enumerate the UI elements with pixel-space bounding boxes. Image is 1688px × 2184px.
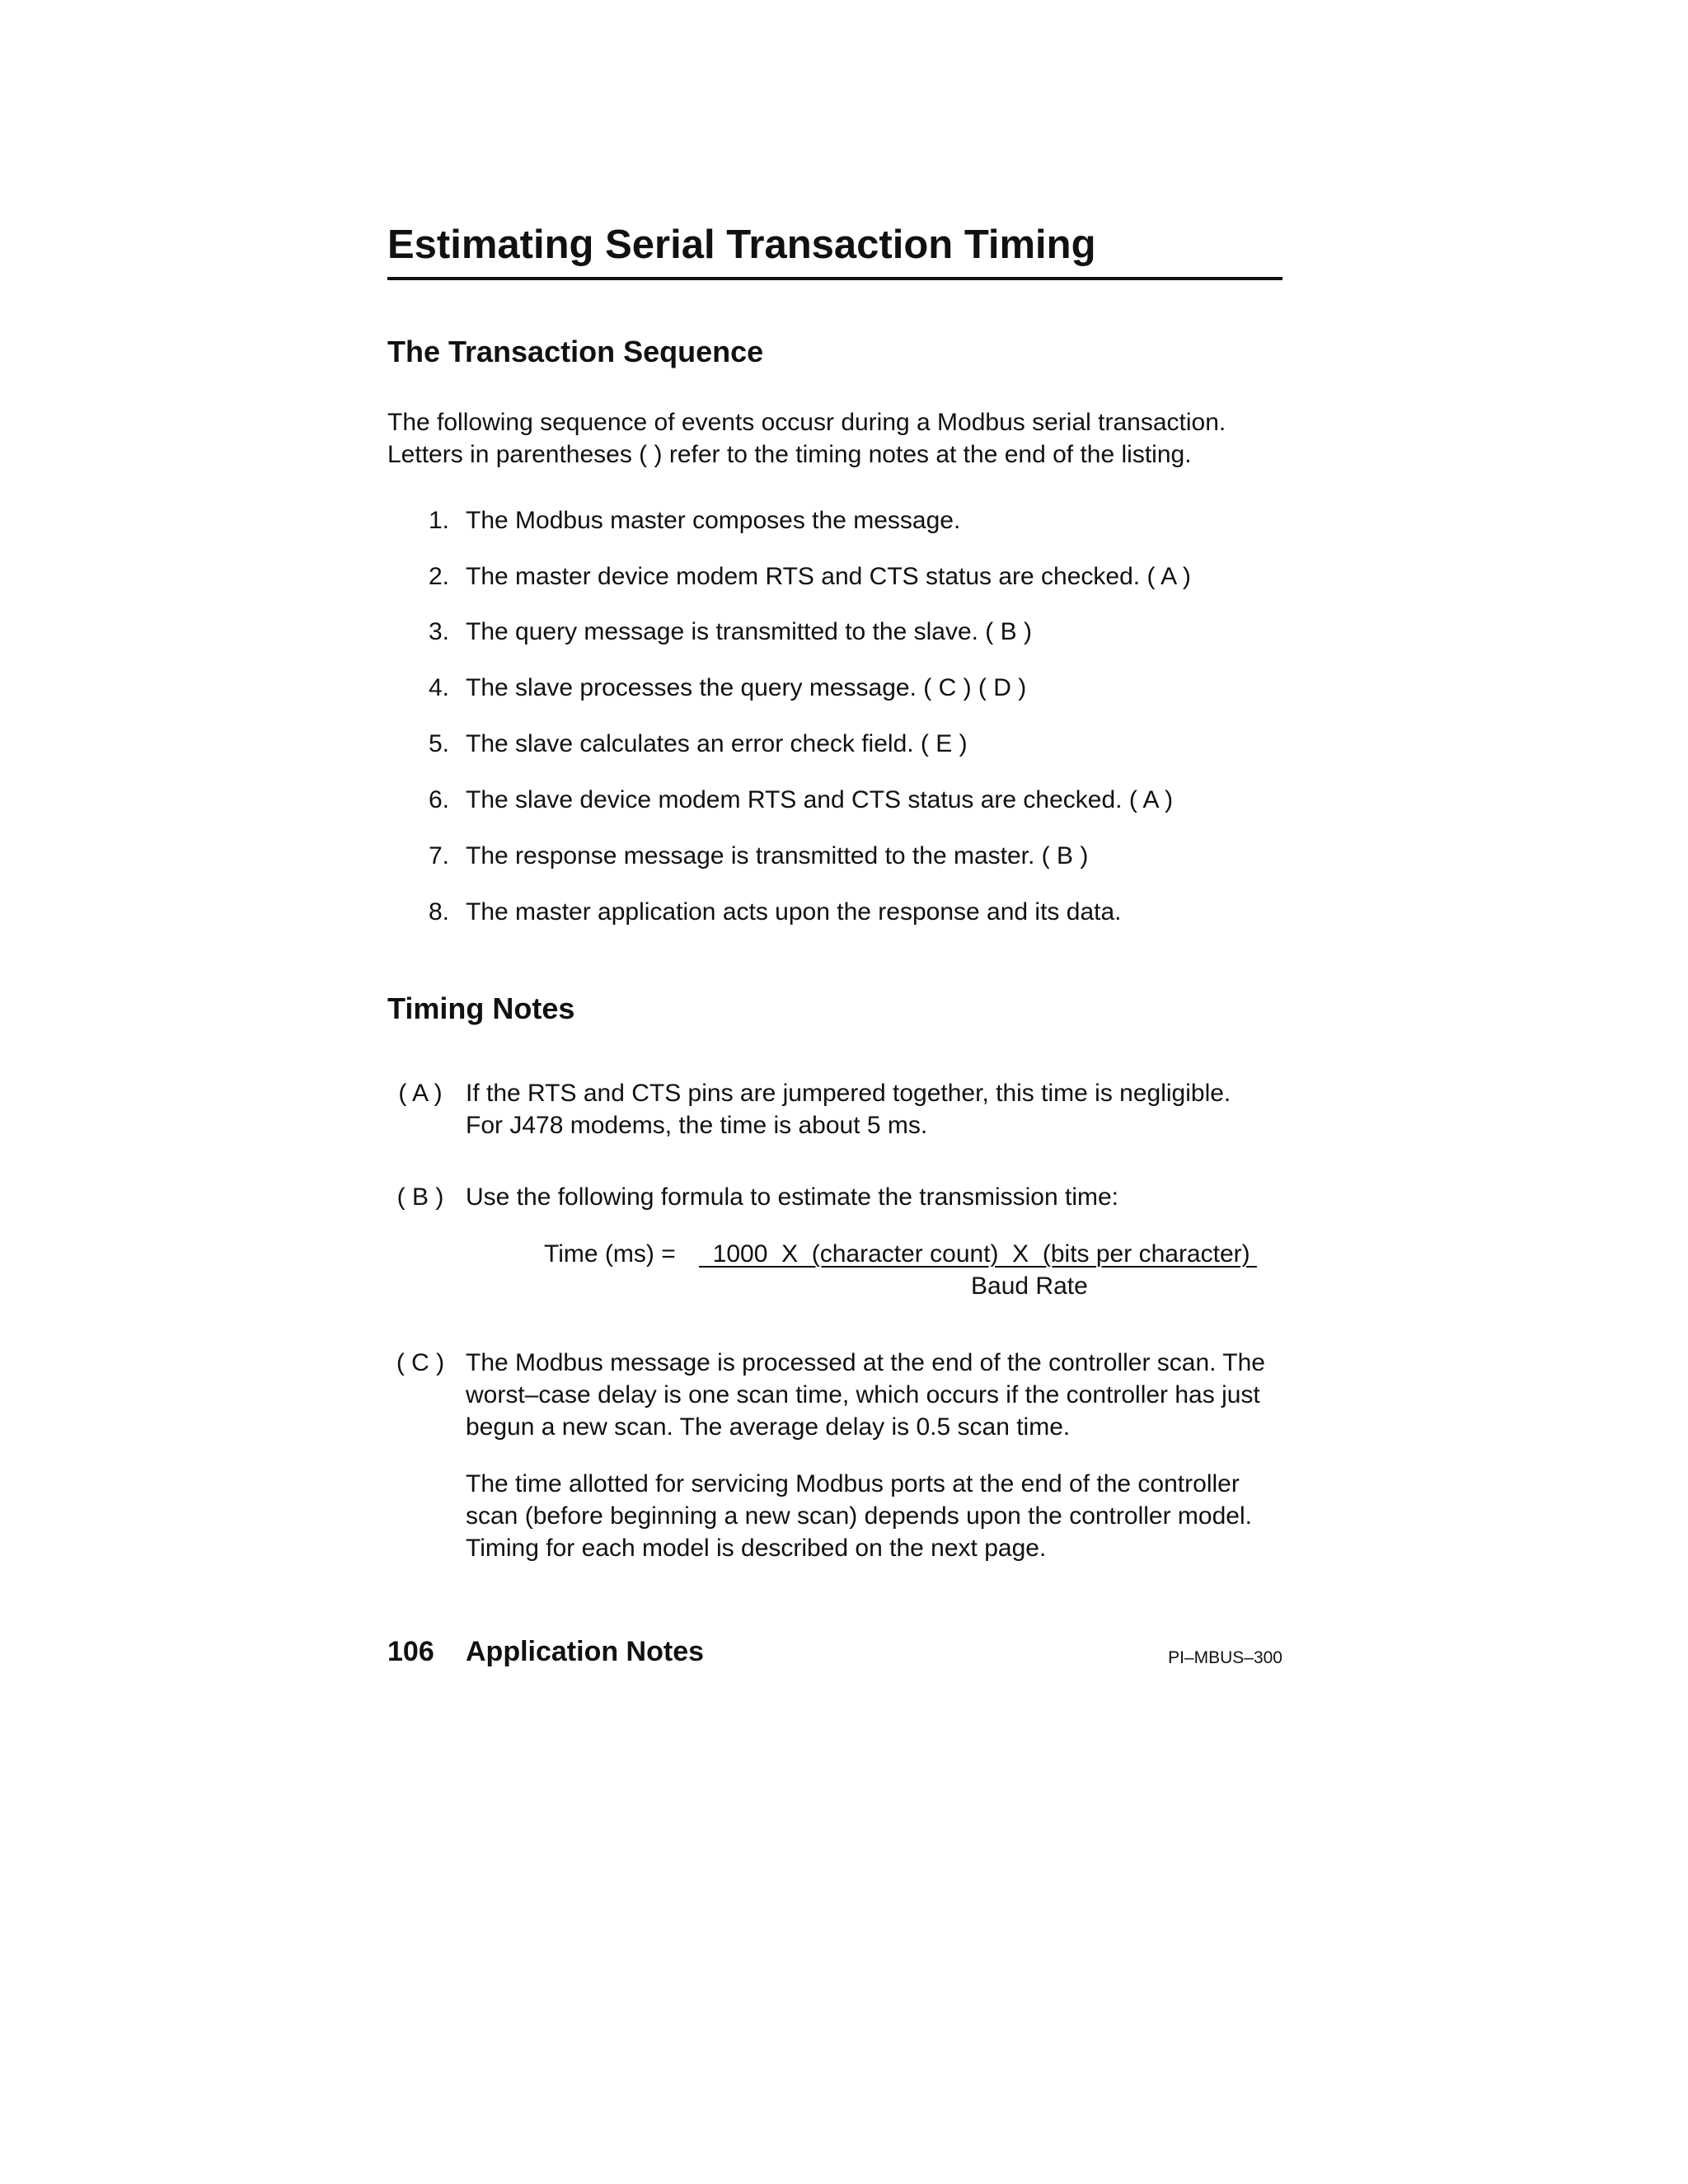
list-item-number: 3. <box>428 618 449 645</box>
note-c-para-2-line-3: Timing for each model is described on the next page. <box>466 1535 1047 1562</box>
footer-document-id: PI–MBUS–300 <box>1168 1648 1282 1667</box>
title-underline-rule <box>387 277 1282 280</box>
note-a-line-2: For J478 modems, the time is about 5 ms. <box>466 1112 928 1139</box>
note-b-line-1: Use the following formula to estimate the transmission time: <box>466 1183 1118 1211</box>
page-title: Estimating Serial Transaction Timing <box>387 223 1096 267</box>
footer-page-number: 106 <box>387 1636 434 1667</box>
note-c-para-1-line-1: The Modbus message is processed at the end of the controller scan. The <box>466 1349 1265 1376</box>
list-item-text: The master device modem RTS and CTS status are checked. ( A ) <box>466 563 1191 590</box>
list-item-text: The slave device modem RTS and CTS status are checked. ( A ) <box>466 786 1174 813</box>
note-c-para-2-line-1: The time allotted for servicing Modbus ports at the end of the controller <box>466 1470 1240 1497</box>
formula-lhs: Time (ms) = <box>544 1240 676 1268</box>
footer-section-title: Application Notes <box>466 1636 705 1667</box>
note-label-c: ( C ) <box>396 1349 445 1376</box>
section-heading-timing-notes: Timing Notes <box>387 991 575 1025</box>
note-c-para-1-line-3: begun a new scan. The average delay is 0.5 scan time. <box>466 1413 1071 1441</box>
note-c-para-1-line-2: worst–case delay is one scan time, which occurs if the controller has just <box>466 1381 1260 1408</box>
list-item-number: 2. <box>428 563 449 590</box>
list-item-text: The response message is transmitted to the master. ( B ) <box>466 842 1089 869</box>
note-a-line-1: If the RTS and CTS pins are jumpered together, this time is negligible. <box>466 1080 1231 1107</box>
note-label-a: ( A ) <box>398 1080 443 1107</box>
list-item-text: The query message is transmitted to the slave. ( B ) <box>466 618 1032 645</box>
intro-text-line-2: Letters in parentheses ( ) refer to the timing notes at the end of the listing. <box>387 441 1192 468</box>
list-item-text: The master application acts upon the response and its data. <box>466 898 1122 926</box>
list-item-number: 4. <box>428 674 449 701</box>
list-item-text: The slave calculates an error check field. ( E ) <box>466 730 968 757</box>
intro-text-line-1: The following sequence of events occusr during a Modbus serial transaction. <box>387 409 1226 436</box>
list-item-text: The Modbus master composes the message. <box>466 507 961 534</box>
list-item-number: 7. <box>428 842 449 869</box>
formula-denominator: Baud Rate <box>971 1272 1088 1300</box>
list-item-number: 5. <box>428 730 449 757</box>
list-item-number: 6. <box>428 786 449 813</box>
section-heading-transaction-sequence: The Transaction Sequence <box>387 335 764 368</box>
formula-numerator: 1000 X (character count) X (bits per character) <box>699 1240 1257 1268</box>
note-c-para-2-line-2: scan (before beginning a new scan) depends upon the controller model. <box>466 1502 1252 1530</box>
list-item-number: 8. <box>428 898 449 926</box>
list-item-number: 1. <box>428 507 449 534</box>
list-item-text: The slave processes the query message. ( C ) ( D ) <box>466 674 1027 701</box>
note-label-b: ( B ) <box>396 1183 444 1211</box>
